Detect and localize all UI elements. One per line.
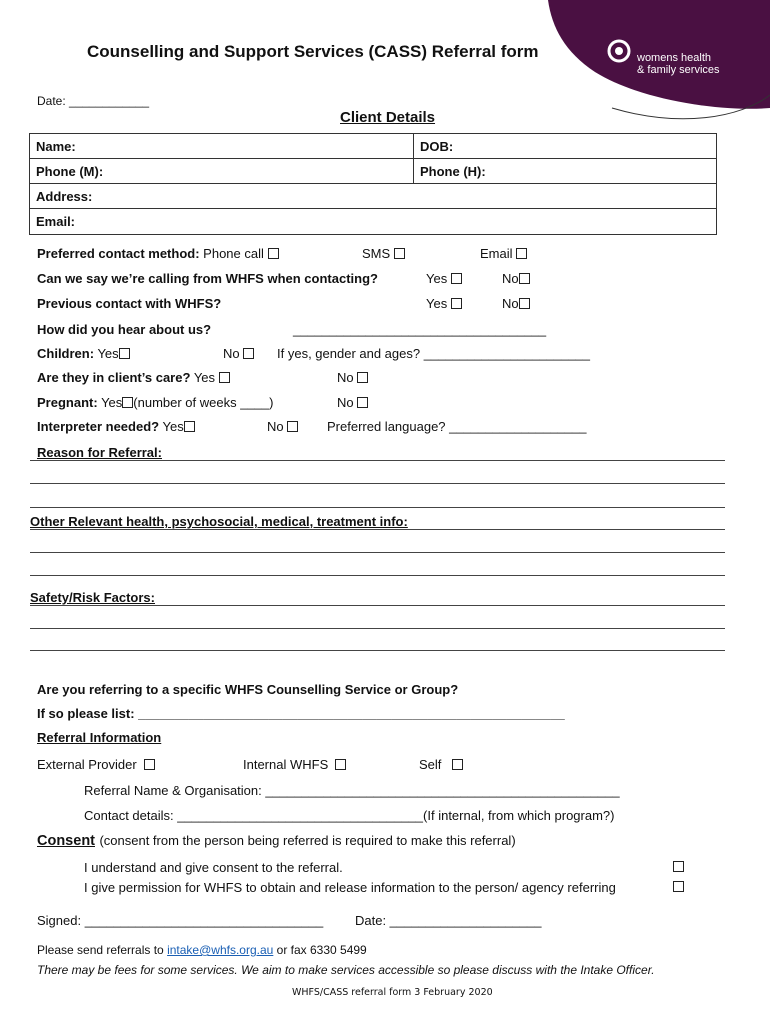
no-label: No <box>502 271 519 286</box>
send-referrals-note <box>37 943 367 957</box>
yes-label: Yes <box>426 271 448 286</box>
other-info-heading: Other Relevant health, psychosocial, medical, treatment info: <box>30 514 408 529</box>
interpreter-no-checkbox[interactable] <box>287 421 298 432</box>
intake-email-link[interactable]: intake@whfs.org.au <box>167 943 274 957</box>
previous-contact-yes <box>426 296 462 311</box>
reason-heading: Reason for Referral: <box>37 445 162 460</box>
reason-line[interactable] <box>30 507 725 508</box>
phone-call-label: Phone call <box>203 246 264 261</box>
no-label: No <box>337 370 354 385</box>
form-title: Counselling and Support Services (CASS) Referral form <box>87 42 539 61</box>
internal-whfs-option <box>243 757 346 772</box>
email-field[interactable]: Email: <box>36 214 76 229</box>
email-checkbox[interactable] <box>516 248 527 259</box>
phone-call-checkbox[interactable] <box>268 248 279 259</box>
fees-note: There may be fees for some services. We aim to make services accessible so please discuss with the Intake Officer. <box>37 963 655 977</box>
interpreter-yes-checkbox[interactable] <box>184 421 195 432</box>
self-option <box>419 757 463 772</box>
logo-text-line2: & family services <box>637 64 720 76</box>
calling-whfs-no <box>502 271 530 286</box>
interpreter-no <box>267 419 298 434</box>
table-row <box>30 184 716 209</box>
interpreter-label: Interpreter needed? <box>37 419 160 434</box>
other-info-line[interactable] <box>30 552 725 553</box>
yes-label: Yes <box>193 370 216 385</box>
yes-label: Yes <box>162 419 184 434</box>
self-label: Self <box>419 757 442 772</box>
email-option-label: Email <box>480 246 513 261</box>
date-field[interactable]: Date: ____________ <box>37 94 150 108</box>
phone-mobile-field[interactable]: Phone (M): <box>36 164 104 179</box>
internal-whfs-label: Internal WHFS <box>243 757 329 772</box>
previous-contact-label: Previous contact with WHFS? <box>37 296 222 311</box>
dob-field[interactable]: DOB: <box>413 134 716 158</box>
external-provider-label: External Provider <box>37 757 137 772</box>
referral-name-org-field[interactable]: Referral Name & Organisation: _________________________________________________ <box>84 783 620 798</box>
pregnant-weeks-field[interactable]: (number of weeks ____) <box>133 395 274 410</box>
signature-date-field[interactable]: Date: _____________________ <box>355 913 542 928</box>
calling-whfs-no-checkbox[interactable] <box>519 273 530 284</box>
children-no-checkbox[interactable] <box>243 348 254 359</box>
calling-whfs-yes-checkbox[interactable] <box>451 273 462 284</box>
referral-info-heading: Referral Information <box>37 730 162 745</box>
sms-label: SMS <box>362 246 391 261</box>
pregnant-yes-checkbox[interactable] <box>122 397 133 408</box>
children-no <box>223 346 254 361</box>
table-row <box>30 209 716 235</box>
document-reference: WHFS/CASS referral form 3 February 2020 <box>292 987 493 998</box>
specific-service-question: Are you referring to a specific WHFS Counselling Service or Group? <box>37 682 459 697</box>
consent-item-1-label: I understand and give consent to the referral. <box>84 860 343 875</box>
phone-home-field[interactable]: Phone (H): <box>413 159 716 183</box>
children-gender-field[interactable]: If yes, gender and ages? _______________________ <box>277 346 591 361</box>
yes-label: Yes <box>101 395 123 410</box>
children-label: Children: <box>37 346 95 361</box>
pregnant-row <box>37 395 273 410</box>
previous-contact-no <box>502 296 530 311</box>
contact-method-label: Preferred contact method: <box>37 246 200 261</box>
consent-row <box>37 832 516 850</box>
service-list-field[interactable]: If so please list: ___________________________________________________________ <box>37 706 565 721</box>
care-yes-checkbox[interactable] <box>219 372 230 383</box>
send-prefix: Please send referrals to <box>37 943 168 957</box>
external-provider-checkbox[interactable] <box>144 759 155 770</box>
contact-details-field[interactable]: Contact details: __________________________________(If internal, from which program?) <box>84 808 615 823</box>
table-row <box>30 134 716 159</box>
contact-method-row <box>37 246 279 261</box>
care-no <box>337 370 368 385</box>
no-label: No <box>502 296 519 311</box>
calling-whfs-label: Can we say we’re calling from WHFS when contacting? <box>37 271 378 286</box>
pregnant-label: Pregnant: <box>37 395 98 410</box>
pregnant-no-checkbox[interactable] <box>357 397 368 408</box>
no-label: No <box>337 395 354 410</box>
children-yes-checkbox[interactable] <box>119 348 130 359</box>
other-info-line[interactable] <box>30 575 725 576</box>
care-row <box>37 370 230 385</box>
self-checkbox[interactable] <box>452 759 463 770</box>
previous-contact-no-checkbox[interactable] <box>519 298 530 309</box>
safety-line[interactable] <box>30 605 725 606</box>
yes-label: Yes <box>426 296 448 311</box>
address-field[interactable]: Address: <box>36 189 93 204</box>
no-label: No <box>267 419 284 434</box>
interpreter-row <box>37 419 195 434</box>
reason-line[interactable] <box>30 460 725 461</box>
children-row <box>37 346 130 361</box>
safety-line[interactable] <box>30 650 725 651</box>
care-no-checkbox[interactable] <box>357 372 368 383</box>
consent-item-2-checkbox[interactable] <box>673 881 684 892</box>
consent-note: (consent from the person being referred is required to make this referral) <box>99 833 516 848</box>
no-label: No <box>223 346 240 361</box>
external-provider-option <box>37 757 155 772</box>
sms-option <box>362 246 405 261</box>
previous-contact-yes-checkbox[interactable] <box>451 298 462 309</box>
consent-item-1-checkbox[interactable] <box>673 861 684 872</box>
logo-text-line1: womens health <box>637 52 711 64</box>
consent-item-2-label: I give permission for WHFS to obtain and release information to the person/ agency referring <box>84 880 616 895</box>
pregnant-no <box>337 395 368 410</box>
safety-line[interactable] <box>30 628 725 629</box>
safety-heading: Safety/Risk Factors: <box>30 590 155 605</box>
calling-whfs-yes <box>426 271 462 286</box>
email-option <box>480 246 527 261</box>
care-label: Are they in client’s care? <box>37 370 191 385</box>
yes-label: Yes <box>97 346 119 361</box>
name-field[interactable]: Name: <box>36 139 76 154</box>
other-info-line[interactable] <box>30 529 725 530</box>
preferred-language-field[interactable]: Preferred language? ___________________ <box>327 419 587 434</box>
hear-about-label: How did you hear about us? <box>37 322 212 337</box>
client-details-table <box>29 133 717 235</box>
internal-whfs-checkbox[interactable] <box>335 759 346 770</box>
send-suffix: or fax 6330 5499 <box>273 943 367 957</box>
hear-about-field[interactable]: ___________________________________ <box>293 322 547 337</box>
reason-line[interactable] <box>30 483 725 484</box>
client-details-heading: Client Details <box>340 109 436 126</box>
consent-heading: Consent <box>37 833 95 849</box>
sms-checkbox[interactable] <box>394 248 405 259</box>
signed-field[interactable]: Signed: _________________________________ <box>37 913 324 928</box>
table-row <box>30 159 716 184</box>
